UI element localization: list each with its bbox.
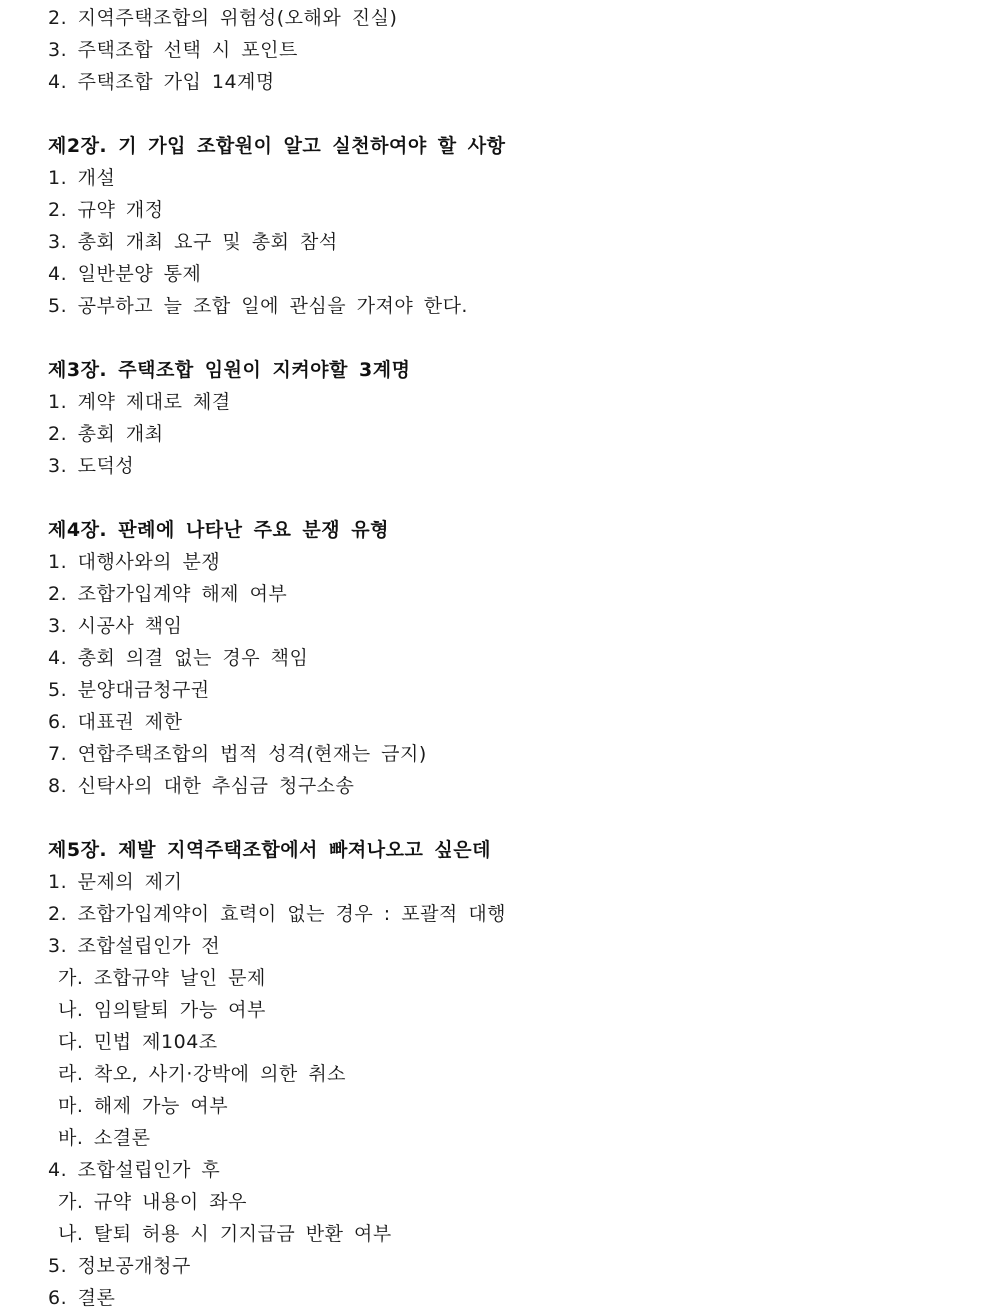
chapter-2-title: 제2장. 기 가입 조합원이 알고 실천하여야 할 사항 [48,135,506,157]
spacer [48,98,968,130]
document-body [48,2,968,1314]
list-item: 3. 조합설립인가 전 [48,935,221,957]
list-item: 5. 정보공개청구 [48,1255,191,1277]
list-item: 4. 일반분양 통제 [48,263,202,285]
list-item: 5. 공부하고 늘 조합 일에 관심을 가져야 한다. [48,295,468,317]
list-item: 3. 총회 개최 요구 및 총회 참석 [48,231,338,253]
list-item: 4. 주택조합 가입 14계명 [48,71,275,93]
list-item: 8. 신탁사의 대한 추심금 청구소송 [48,775,355,797]
list-item: 2. 조합가입계약이 효력이 없는 경우 : 포괄적 대행 [48,903,507,925]
sub-list-item: 가. 규약 내용이 좌우 [58,1191,247,1213]
list-item: 7. 연합주택조합의 법적 성격(현재는 금지) [48,743,427,765]
sub-list-item: 바. 소결론 [58,1127,151,1149]
sub-list-item: 다. 민법 제104조 [58,1031,218,1053]
spacer [48,322,968,354]
sub-list-item: 나. 탈퇴 허용 시 기지급금 반환 여부 [58,1223,392,1245]
list-item: 5. 분양대금청구권 [48,679,210,701]
list-item: 3. 주택조합 선택 시 포인트 [48,39,298,61]
list-item: 1. 계약 제대로 체결 [48,391,231,413]
spacer [48,482,968,514]
sub-list-item: 라. 착오, 사기·강박에 의한 취소 [58,1063,347,1085]
list-item: 1. 문제의 제기 [48,871,183,893]
sub-list-item: 가. 조합규약 날인 문제 [58,967,266,989]
list-item: 2. 총회 개최 [48,423,164,445]
list-item: 4. 조합설립인가 후 [48,1159,221,1181]
list-item: 3. 도덕성 [48,455,135,477]
list-item: 1. 개설 [48,167,116,189]
list-item: 4. 총회 의결 없는 경우 책임 [48,647,309,669]
sub-list-item: 나. 임의탈퇴 가능 여부 [58,999,266,1021]
spacer [48,802,968,834]
list-item: 6. 결론 [48,1287,116,1309]
list-item: 6. 대표권 제한 [48,711,183,733]
list-item: 3. 시공사 책임 [48,615,183,637]
chapter-4-title: 제4장. 판례에 나타난 주요 분쟁 유형 [48,519,389,541]
chapter-3-title: 제3장. 주택조합 임원이 지켜야할 3계명 [48,359,411,381]
list-item: 2. 조합가입계약 해제 여부 [48,583,288,605]
chapter-5-title: 제5장. 제발 지역주택조합에서 빠져나오고 싶은데 [48,839,491,861]
sub-list-item: 마. 해제 가능 여부 [58,1095,229,1117]
list-item: 2. 지역주택조합의 위험성(오해와 진실) [48,7,398,29]
list-item: 1. 대행사와의 분쟁 [48,551,221,573]
list-item: 2. 규약 개정 [48,199,164,221]
